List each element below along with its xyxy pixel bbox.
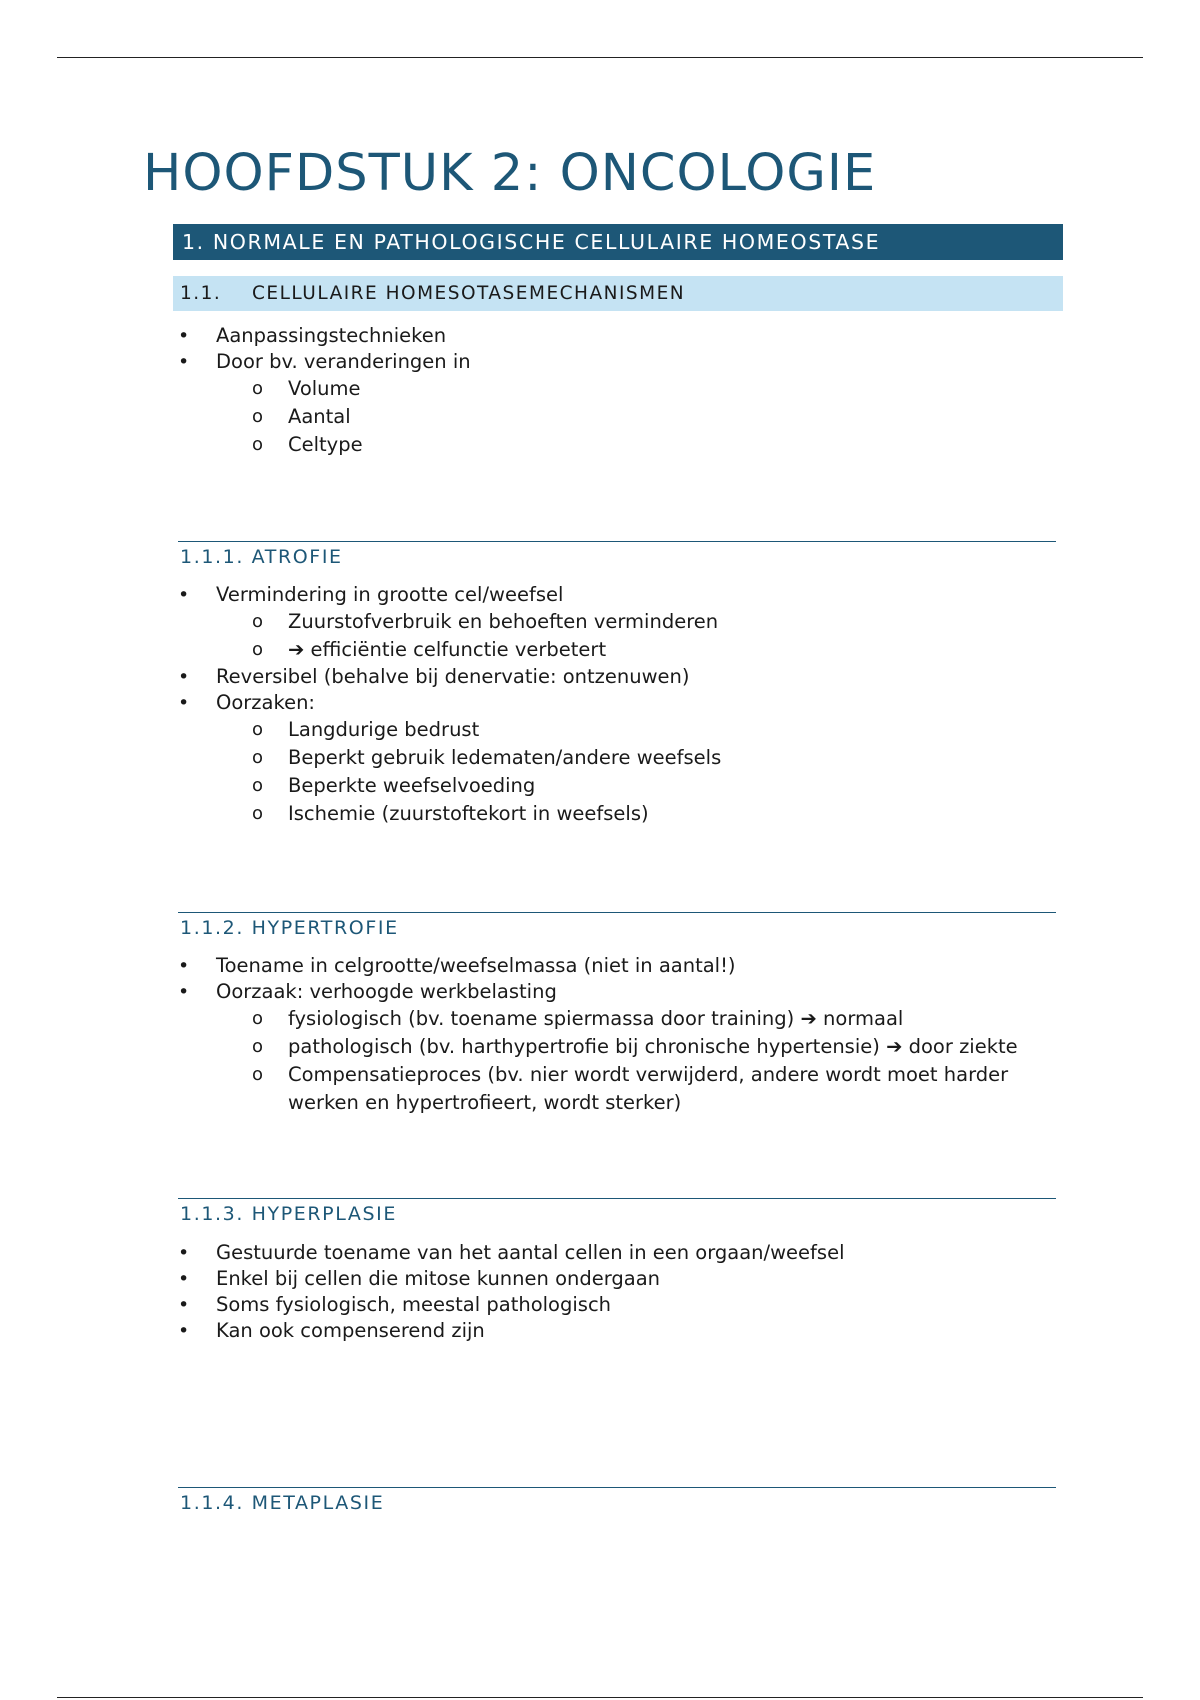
sub-list-item <box>0 772 1200 800</box>
sub-bullet-icon: o <box>252 1036 264 1057</box>
list-item-text: Toename in celgrootte/weefselmassa (niet in aantal!) <box>216 954 736 977</box>
page-bottom-rule <box>57 1697 1143 1698</box>
list-item-text: Reversibel (behalve bij denervatie: ontzenuwen) <box>216 665 690 688</box>
sub-bullet-icon: o <box>252 719 264 740</box>
bullet-icon: • <box>178 351 190 373</box>
atrofie-heading: 1.1.1. ATROFIE <box>178 541 1056 568</box>
bullet-icon: • <box>178 325 190 347</box>
list-item <box>0 349 1200 375</box>
sub-bullet-icon: o <box>252 378 264 399</box>
hypertrofie-heading: 1.1.2. HYPERTROFIE <box>178 912 1056 939</box>
sub-bullet-icon: o <box>252 406 264 427</box>
list-item-text: Gestuurde toename van het aantal cellen in een orgaan/weefsel <box>216 1241 845 1264</box>
list-item-text: Enkel bij cellen die mitose kunnen ondergaan <box>216 1267 661 1290</box>
list-item <box>0 1292 1200 1318</box>
page-top-rule <box>57 57 1143 58</box>
sub-item-text: Beperkt gebruik ledematen/andere weefsels <box>288 746 722 769</box>
list-item <box>0 979 1200 1005</box>
sub-list-item <box>0 744 1200 772</box>
bullet-icon: • <box>178 981 190 1003</box>
section-title: CELLULAIRE HOMESOTASEMECHANISMEN <box>252 283 686 304</box>
list-item-text: Door bv. veranderingen in <box>216 350 471 373</box>
sub-item-text: Langdurige bedrust <box>288 718 480 741</box>
sub-bullet-icon: o <box>252 775 264 796</box>
sub-list-item <box>0 636 1200 664</box>
sub-list-item <box>0 608 1200 636</box>
bullet-icon: • <box>178 584 190 606</box>
sub-item-text: fysiologisch (bv. toename spiermassa door training) <box>288 1007 795 1030</box>
bullet-icon: • <box>178 1320 190 1342</box>
sub-item-text: Volume <box>288 377 361 400</box>
sub-bullet-icon: o <box>252 803 264 824</box>
hypertrofie-list <box>0 953 1200 1117</box>
hyperplasie-heading: 1.1.3. HYPERPLASIE <box>178 1198 1056 1225</box>
sub-item-text: Celtype <box>288 433 363 456</box>
sub-item-text: Compensatieproces (bv. nier wordt verwijderd, andere wordt moet harder werken en hypertrofieert, wordt sterker) <box>288 1063 1009 1114</box>
sub-bullet-icon: o <box>252 611 264 632</box>
sub-item-result: door ziekte <box>908 1035 1018 1058</box>
list-item <box>0 690 1200 716</box>
bullet-icon: • <box>178 666 190 688</box>
chapter-heading: 1. NORMALE EN PATHOLOGISCHE CELLULAIRE HOMEOSTASE <box>173 224 1063 260</box>
list-item <box>0 1318 1200 1344</box>
sub-list-item <box>0 403 1200 431</box>
sub-bullet-icon: o <box>252 747 264 768</box>
sub-list-item <box>0 1033 1200 1061</box>
arrow-icon: ➔ <box>288 638 305 661</box>
section-number: 1.1. <box>180 283 222 304</box>
list-item <box>0 1266 1200 1292</box>
sub-list-item <box>0 716 1200 744</box>
section-heading <box>173 276 1063 311</box>
metaplasie-heading: 1.1.4. METAPLASIE <box>178 1487 1056 1514</box>
sub-item-result: normaal <box>823 1007 904 1030</box>
sub-item-text: efficiëntie celfunctie verbetert <box>310 638 607 661</box>
sub-list-item <box>0 375 1200 403</box>
sub-item-text: Zuurstofverbruik en behoeften verminderen <box>288 610 719 633</box>
bullet-icon: • <box>178 1242 190 1264</box>
arrow-icon: ➔ <box>886 1035 903 1058</box>
sub-item-text: Beperkte weefselvoeding <box>288 774 536 797</box>
list-item-text: Oorzaak: verhoogde werkbelasting <box>216 980 557 1003</box>
list-item-text: Aanpassingstechnieken <box>216 324 447 347</box>
atrofie-list <box>0 582 1200 828</box>
list-item <box>0 323 1200 349</box>
sub-bullet-icon: o <box>252 1008 264 1029</box>
list-item <box>0 953 1200 979</box>
bullet-icon: • <box>178 692 190 714</box>
sub-list-item <box>0 800 1200 828</box>
list-item <box>0 664 1200 690</box>
hyperplasie-list <box>0 1240 1200 1344</box>
list-item <box>0 1240 1200 1266</box>
sub-item-text: Ischemie (zuurstoftekort in weefsels) <box>288 802 649 825</box>
page-title: HOOFDSTUK 2: ONCOLOGIE <box>143 144 877 203</box>
list-item <box>0 582 1200 608</box>
sub-list-item <box>0 1061 1068 1117</box>
bullet-icon: • <box>178 955 190 977</box>
sub-item-text: pathologisch (bv. harthypertrofie bij chronische hypertensie) <box>288 1035 880 1058</box>
arrow-icon: ➔ <box>800 1007 817 1030</box>
sub-item-text: Aantal <box>288 405 351 428</box>
list-item-text: Soms fysiologisch, meestal pathologisch <box>216 1293 612 1316</box>
sub-bullet-icon: o <box>252 639 264 660</box>
list-item-text: Oorzaken: <box>216 691 316 714</box>
list-item-text: Kan ook compenserend zijn <box>216 1319 485 1342</box>
sub-bullet-icon: o <box>252 434 264 455</box>
bullet-icon: • <box>178 1268 190 1290</box>
sub-list-item <box>0 431 1200 459</box>
homeostasis-list <box>0 323 1200 459</box>
sub-list-item <box>0 1005 1200 1033</box>
bullet-icon: • <box>178 1294 190 1316</box>
sub-bullet-icon: o <box>252 1064 264 1085</box>
list-item-text: Vermindering in grootte cel/weefsel <box>216 583 564 606</box>
